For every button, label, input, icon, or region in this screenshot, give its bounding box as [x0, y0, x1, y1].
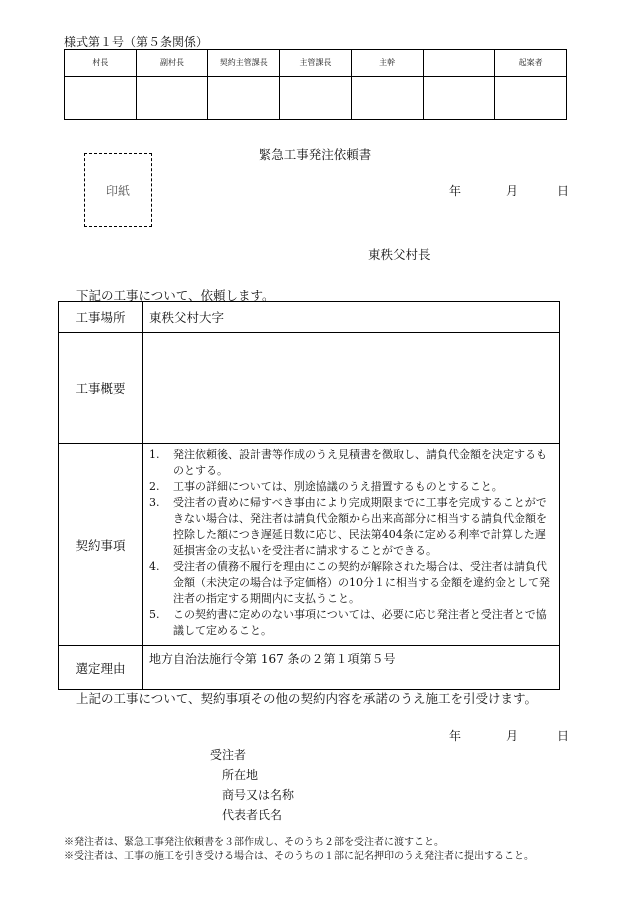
reason-field[interactable]: 地方自治法施行令第 167 条の２第１項第５号	[143, 646, 560, 690]
approval-cell[interactable]	[65, 77, 137, 120]
term-item: 3. 受注者の責めに帰すべき事由により完成期限までに工事を完成することができない場合は、発注者は請負代金額から出来高部分に相当する請負代金額を控除した額につき遅延日数に応じ、民法第404条に定める利率で計算した遅延損害金の支払いを受注者に請求することができる。	[149, 496, 547, 557]
summary-field[interactable]	[143, 333, 560, 444]
term-item: 2. 工事の詳細については、別途協議のうえ措置するものとすること。	[149, 480, 503, 493]
contractor-representative-label: 代表者氏名	[222, 808, 283, 822]
date-month-label: 月	[506, 184, 519, 198]
terms-cell	[143, 444, 560, 646]
location-label: 工事場所	[59, 302, 143, 333]
approval-header-section-manager: 主管課長	[280, 50, 352, 77]
date-year-label-2: 年	[449, 729, 462, 743]
reason-label: 選定理由	[59, 646, 143, 690]
approval-header-deputy-head: 副村長	[136, 50, 208, 77]
addressee: 東秩父村長	[368, 247, 431, 262]
approval-header-contract-manager: 契約主管課長	[208, 50, 280, 77]
approval-cell[interactable]	[495, 77, 567, 120]
approval-cell[interactable]	[280, 77, 352, 120]
contractor-company-label: 商号又は名称	[222, 788, 295, 802]
revenue-stamp-area	[84, 153, 152, 227]
acceptance-text: 上記の工事について、契約事項その他の契約内容を承諾のうえ施工を引受けます。	[76, 691, 538, 706]
approval-header-blank	[423, 50, 495, 77]
approval-cell[interactable]	[208, 77, 280, 120]
note-item: ※受注者は、工事の施工を引き受ける場合は、そのうちの１部に記名押印のうえ発注者に提出すること。	[64, 851, 534, 862]
notes	[64, 836, 574, 864]
intro-text: 下記の工事について、依頼します。	[76, 288, 275, 303]
contractor-heading: 受注者	[210, 748, 247, 762]
term-item: 5. この契約書に定めのない事項については、必要に応じ発注者と受注者とで協議して定めること。	[149, 608, 547, 637]
terms-list	[149, 447, 551, 639]
term-item: 4. 受注者の債務不履行を理由にこの契約が解除された場合は、受注者は請負代金額（未決定の場合は予定価格）の10分１に相当する金額を違約金として発注者の指定する期間内に支払うこと。	[149, 560, 550, 605]
stamp-label: 印紙	[105, 184, 130, 198]
terms-label: 契約事項	[59, 444, 143, 646]
location-field[interactable]: 東秩父村大字	[143, 302, 560, 333]
form-number: 様式第１号（第５条関係）	[64, 35, 209, 49]
date-day-label-2: 日	[557, 729, 570, 743]
contractor-address-label: 所在地	[222, 768, 259, 782]
contractor-block	[210, 745, 294, 825]
approval-cell[interactable]	[351, 77, 423, 120]
term-item: 1. 発注依頼後、設計書等作成のうえ見積書を徴取し、請負代金額を決定するものとする。	[149, 448, 547, 477]
summary-label: 工事概要	[59, 333, 143, 444]
approval-header-village-head: 村長	[65, 50, 137, 77]
approval-header-drafter: 起案者	[495, 50, 567, 77]
date-year-label: 年	[449, 184, 462, 198]
date-month-label-2: 月	[506, 729, 519, 743]
request-table	[58, 301, 560, 690]
document-title: 緊急工事発注依頼書	[258, 147, 372, 162]
approval-cell[interactable]	[136, 77, 208, 120]
approval-header-chief: 主幹	[351, 50, 423, 77]
date-day-label: 日	[557, 184, 570, 198]
note-item: ※発注者は、緊急工事発注依頼書を３部作成し、そのうち２部を受注者に渡すこと。	[64, 837, 444, 848]
approval-stamp-table	[64, 49, 567, 120]
approval-cell[interactable]	[423, 77, 495, 120]
